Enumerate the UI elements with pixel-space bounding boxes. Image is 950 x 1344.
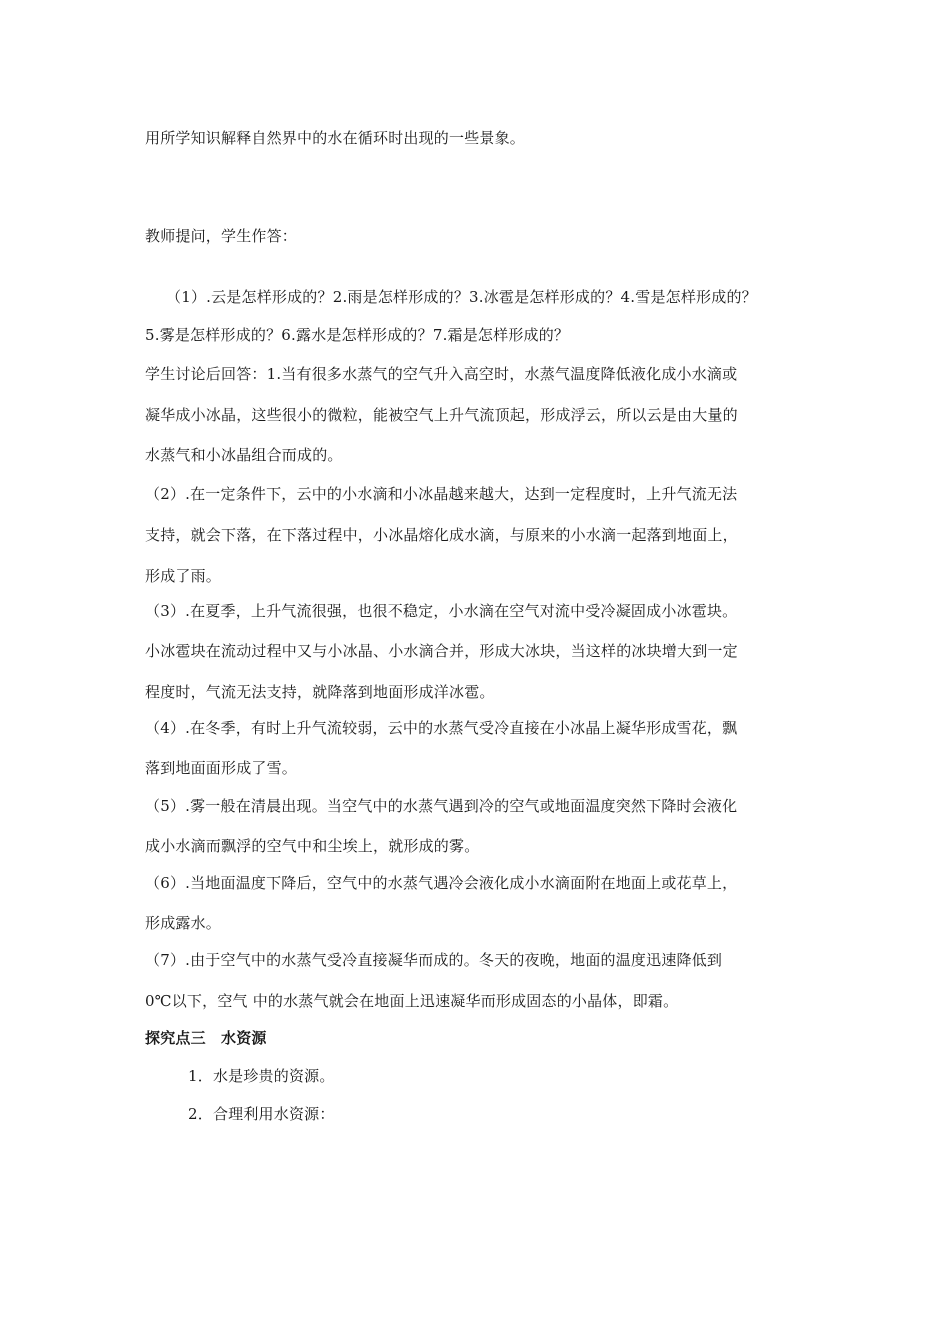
answer-line: （2）.在一定条件下，云中的小水滴和小冰晶越来越大，达到一定程度时，上升气流无法	[145, 485, 738, 503]
teacher-prompt: 教师提问，学生作答：	[145, 227, 298, 245]
answer-line: 形成露水。	[145, 914, 222, 932]
intro-text: 用所学知识解释自然界中的水在循环时出现的一些景象。	[145, 129, 526, 147]
answer-line: （6）.当地面温度下降后，空气中的水蒸气遇冷会液化成小水滴面附在地面上或花草上，	[145, 874, 738, 892]
question-line-1: （1）.云是怎样形成的？2.雨是怎样形成的？3.冰雹是怎样形成的？4.雪是怎样形成的？	[166, 288, 757, 306]
question-line-2: 5.雾是怎样形成的？6.露水是怎样形成的？7.霜是怎样形成的？	[145, 326, 570, 344]
answer-line: 0℃以下，空气 中的水蒸气就会在地面上迅速凝华而形成固态的小晶体，即霜。	[145, 992, 679, 1010]
answer-line: 水蒸气和小冰晶组合而成的。	[145, 446, 343, 464]
section-heading: 探究点三 水资源	[145, 1029, 267, 1047]
answer-line: （3）.在夏季，上升气流很强，也很不稳定，小水滴在空气对流中受冷凝固成小冰雹块。	[145, 602, 738, 620]
answer-line: （4）.在冬季，有时上升气流较弱，云中的水蒸气受冷直接在小冰晶上凝华形成雪花，飘	[145, 719, 738, 737]
answer-line: 支持，就会下落，在下落过程中，小冰晶熔化成水滴，与原来的小水滴一起落到地面上，	[145, 526, 738, 544]
answer-line: （5）.雾一般在清晨出现。当空气中的水蒸气遇到冷的空气或地面温度突然下降时会液化	[145, 797, 738, 815]
answer-line: 落到地面面形成了雪。	[145, 759, 298, 777]
answer-line: 小冰雹块在流动过程中又与小冰晶、小水滴合并，形成大冰块，当这样的冰块增大到一定	[145, 642, 738, 660]
answer-line: 凝华成小冰晶，这些很小的微粒，能被空气上升气流顶起，形成浮云，所以云是由大量的	[145, 406, 738, 424]
list-item: 1．水是珍贵的资源。	[188, 1067, 335, 1085]
answer-line: 程度时，气流无法支持，就降落到地面形成洋冰雹。	[145, 683, 495, 701]
answer-line: （7）.由于空气中的水蒸气受冷直接凝华而成的。冬天的夜晚，地面的温度迅速降低到	[145, 951, 723, 969]
answer-line: 学生讨论后回答：1.当有很多水蒸气的空气升入高空时，水蒸气温度降低液化成小水滴或	[145, 365, 738, 383]
answer-line: 成小水滴而飘浮的空气中和尘埃上，就形成的雾。	[145, 837, 480, 855]
answer-line: 形成了雨。	[145, 567, 222, 585]
list-item: 2．合理利用水资源：	[188, 1105, 335, 1123]
